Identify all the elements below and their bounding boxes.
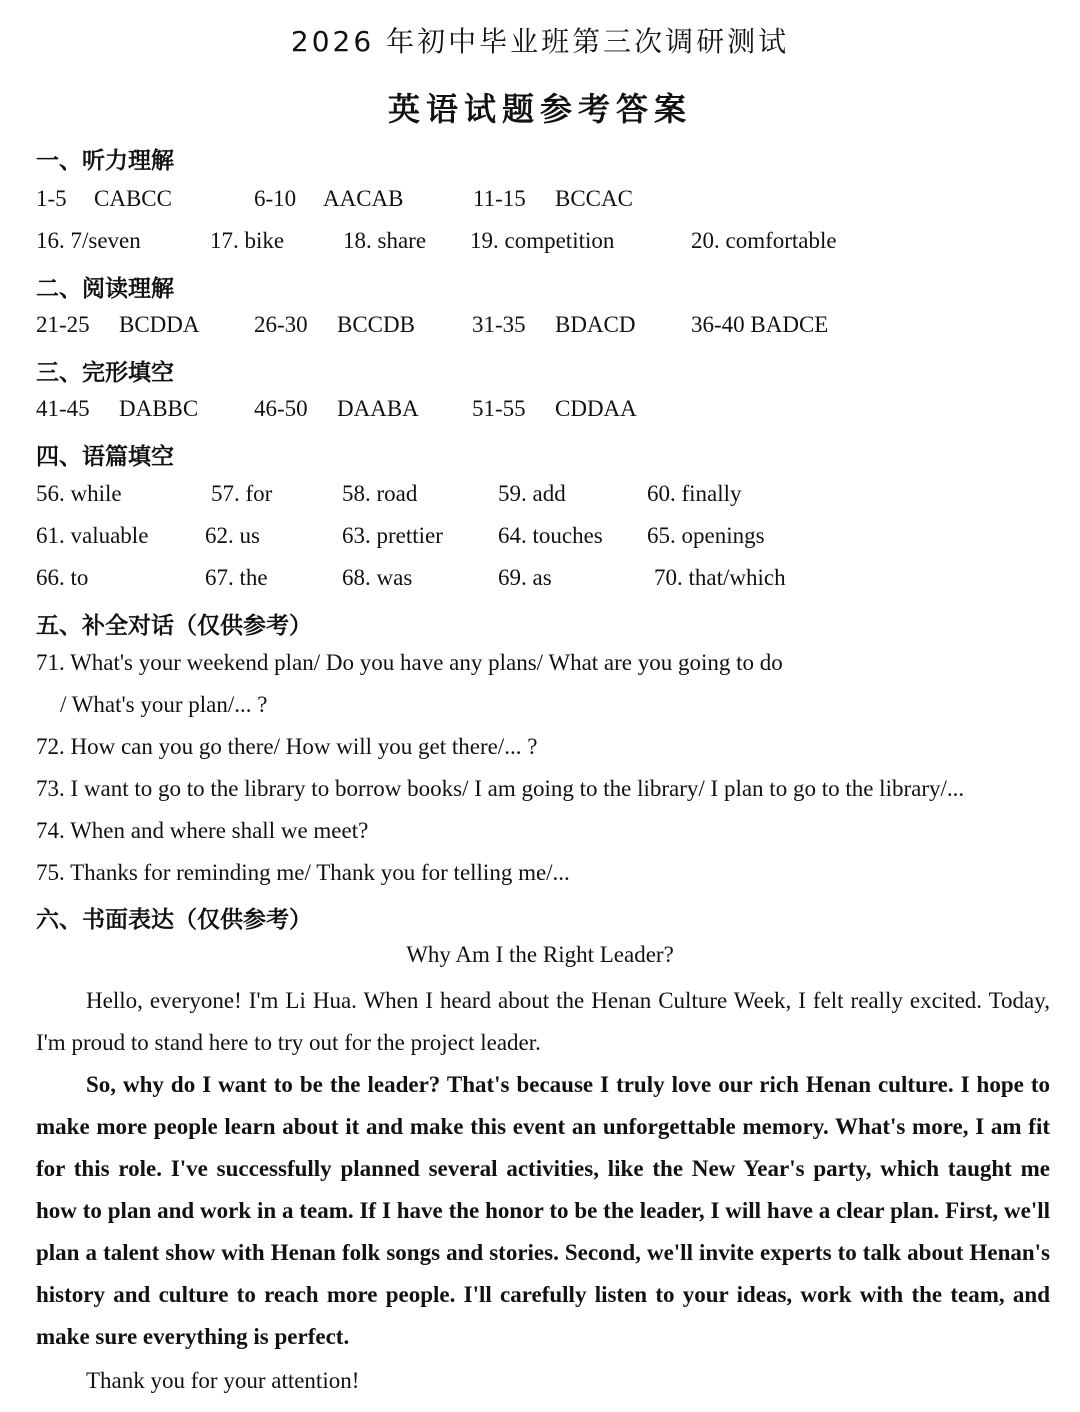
dialogue-answer-line: 73. I want to go to the library to borrow books/ I am going to the library/ I plan to go to the library/...	[36, 776, 965, 801]
answer-item: 20. comfortable	[691, 228, 837, 253]
page-subtitle: 英语试题参考答案	[387, 90, 692, 128]
answer-range: 46-50	[254, 396, 308, 421]
answer-item: 18. share	[343, 228, 427, 253]
answer-item: 61. valuable	[36, 523, 149, 548]
answer-item: 67. the	[205, 565, 268, 590]
answer-range: 21-25	[36, 312, 90, 337]
answer-item: 68. was	[342, 565, 413, 590]
answer-range: 26-30	[254, 312, 308, 337]
essay-paragraph-text: Thank you for your attention!	[86, 1368, 360, 1393]
essay-paragraph-text: So, why do I want to be the leader? That's because I truly love our rich Henan culture. I hope to make more people learn about it and make this event an unforgettable memory. What's more, I am fit for this role. I've successfully planned several activities, like the New Year's party, which taught me how to plan and work in a team. If I have the honor to be the leader, I will have a clear plan. First, we'll plan a talent show with Henan folk songs and stories. Second, we'll invite experts to talk about Henan's history and culture to reach more people. I'll carefully listen to your ideas, work with the team, and make sure everything is perfect.	[36, 1072, 1050, 1349]
dialogue-answer-line: / What's your plan/... ?	[60, 692, 268, 717]
answer-range: 51-55	[472, 396, 526, 421]
section-heading-listening: 一、听力理解	[36, 148, 174, 174]
answer-item: 59. add	[498, 481, 566, 506]
answer-keys: BCCDB	[337, 312, 415, 337]
dialogue-answer-line: 75. Thanks for reminding me/ Thank you for telling me/...	[36, 860, 570, 885]
answer-range: 11-15	[473, 186, 526, 211]
answer-range: 31-35	[472, 312, 526, 337]
answer-keys: CDDAA	[555, 396, 637, 421]
answer-item: 36-40 BADCE	[691, 312, 829, 337]
section-heading-writing: 六、书面表达（仅供参考）	[36, 907, 312, 933]
answer-item: 16. 7/seven	[36, 228, 141, 253]
dialogue-answer-line: 72. How can you go there/ How will you get there/... ?	[36, 734, 538, 759]
answer-item: 69. as	[498, 565, 552, 590]
answer-item: 62. us	[205, 523, 260, 548]
answer-item: 66. to	[36, 565, 89, 590]
answer-range: 41-45	[36, 396, 90, 421]
answer-keys: CABCC	[94, 186, 172, 211]
section-heading-reading: 二、阅读理解	[36, 276, 174, 302]
answer-keys: DABBC	[119, 396, 199, 421]
dialogue-answer-line: 71. What's your weekend plan/ Do you have any plans/ What are you going to do	[36, 650, 783, 675]
essay-closing	[36, 1360, 1050, 1402]
answer-item: 17. bike	[210, 228, 285, 253]
essay-title: Why Am I the Right Leader?	[406, 942, 674, 967]
answer-keys: BCDDA	[119, 312, 200, 337]
answer-item: 63. prettier	[342, 523, 443, 548]
section-heading-dialogue: 五、补全对话（仅供参考）	[36, 613, 312, 639]
answer-item: 58. road	[342, 481, 418, 506]
section-heading-passage-fill: 四、语篇填空	[36, 444, 174, 470]
answer-range: 1-5	[36, 186, 67, 211]
answer-range: 6-10	[254, 186, 297, 211]
answer-keys: BCCAC	[555, 186, 633, 211]
section-heading-cloze: 三、完形填空	[36, 360, 174, 386]
essay-paragraph-bold	[36, 1064, 1050, 1358]
answer-item: 19. competition	[470, 228, 615, 253]
answer-item: 60. finally	[647, 481, 742, 506]
dialogue-answer-line: 74. When and where shall we meet?	[36, 818, 369, 843]
page-title: 2026 年初中毕业班第三次调研测试	[290, 25, 790, 58]
answer-item: 70. that/which	[654, 565, 786, 590]
answer-item: 64. touches	[498, 523, 603, 548]
answer-item: 65. openings	[647, 523, 765, 548]
answer-item: 56. while	[36, 481, 122, 506]
essay-paragraph-text: Hello, everyone! I'm Li Hua. When I heard about the Henan Culture Week, I felt really excited. Today, I'm proud to stand here to try out for the project leader.	[36, 988, 1050, 1055]
answer-keys: AACAB	[323, 186, 404, 211]
answer-keys: DAABA	[337, 396, 419, 421]
answer-keys: BDACD	[555, 312, 636, 337]
essay-paragraph	[36, 980, 1050, 1064]
answer-item: 57. for	[211, 481, 273, 506]
